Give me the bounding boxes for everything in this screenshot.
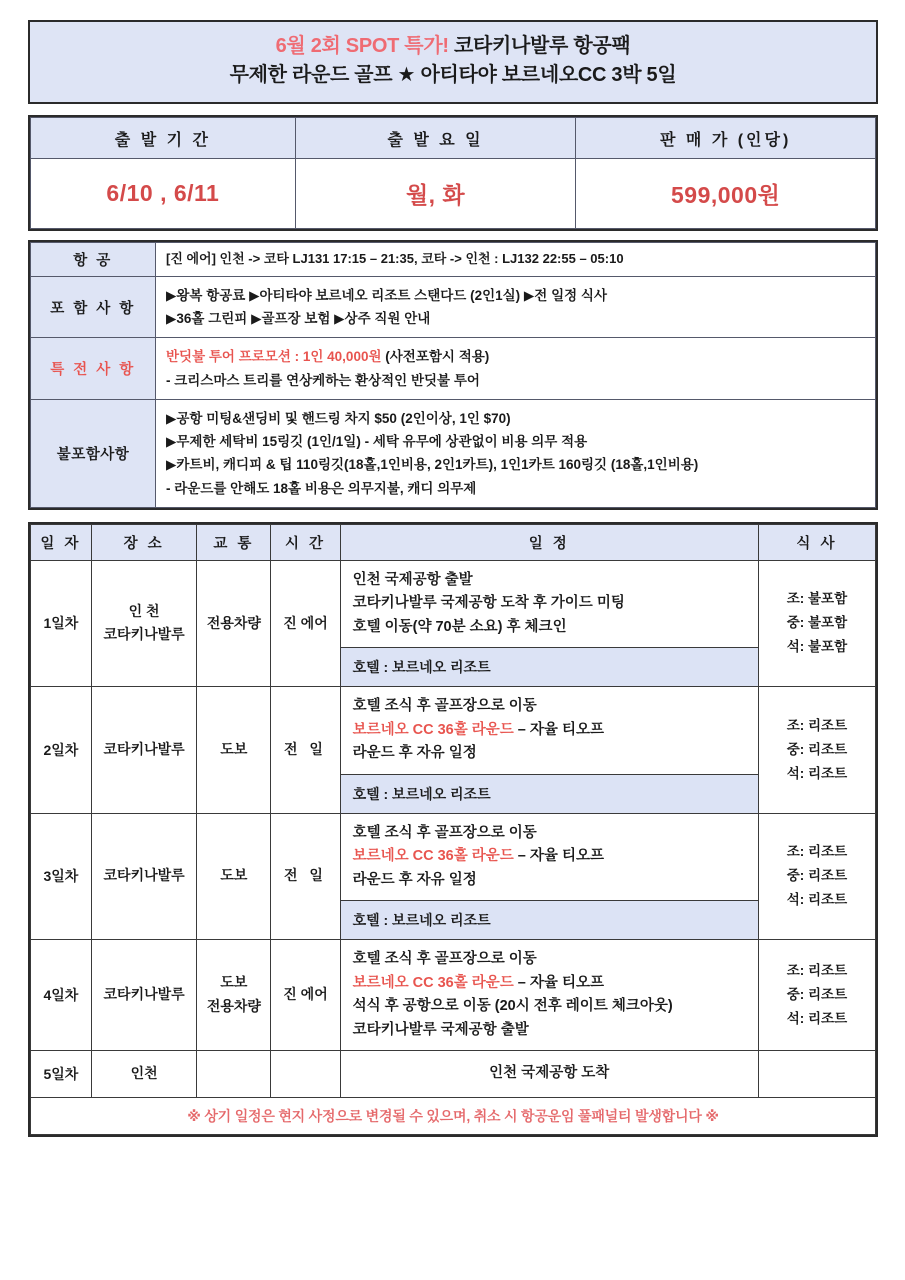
itinerary-header-transport: 교 통 bbox=[197, 524, 271, 560]
day2-meals bbox=[758, 687, 875, 813]
itinerary-table bbox=[30, 524, 876, 1135]
summary-table-wrapper bbox=[28, 115, 878, 231]
day1-place bbox=[91, 560, 197, 686]
travel-package-flyer bbox=[28, 20, 878, 1137]
day4-transport bbox=[197, 940, 271, 1051]
day1-place-line1: 인 천 bbox=[128, 602, 160, 619]
info-label-special: 특 전 사 항 bbox=[31, 338, 156, 399]
day4-meal-lunch: 중: 리조트 bbox=[786, 987, 848, 1003]
day2-number: 2일차 bbox=[31, 687, 92, 813]
day3-time: 전 일 bbox=[271, 813, 340, 939]
excluded-line-2: ▶무제한 세탁비 15링깃 (1인/1일) - 세탁 유무에 상관없이 비용 의무 적용 bbox=[166, 434, 588, 450]
itinerary-table-wrapper bbox=[28, 522, 878, 1137]
banner-highlight: 6월 2회 SPOT 특가! bbox=[275, 35, 449, 57]
day3-place: 코타키나발루 bbox=[91, 813, 197, 939]
day1-schedule bbox=[340, 560, 758, 647]
day3-schedule-line-2 bbox=[353, 845, 746, 868]
day5-place: 인천 bbox=[91, 1051, 197, 1098]
day4-meal-breakfast: 조: 리조트 bbox=[786, 963, 848, 979]
summary-value-row bbox=[31, 159, 876, 229]
day3-round-highlight: 보르네오 CC 36홀 라운드 bbox=[352, 848, 514, 865]
day2-time: 전 일 bbox=[271, 687, 340, 813]
day1-schedule-line-3: 호텔 이동(약 70분 소요) 후 체크인 bbox=[352, 618, 567, 635]
included-line-1: ▶왕복 항공료 ▶아티타야 보르네오 리조트 스탠다드 (2인1실) ▶전 일정 식사 bbox=[166, 288, 608, 303]
day2-meal-breakfast: 조: 리조트 bbox=[786, 717, 848, 733]
special-line-2: - 크리스마스 트리를 연상케하는 환상적인 반딧불 투어 bbox=[166, 372, 480, 388]
excluded-line-4: - 라운드를 안해도 18홀 비용은 의무지불, 캐디 의무제 bbox=[166, 480, 477, 496]
banner-line-1 bbox=[30, 32, 876, 61]
day4-number: 4일차 bbox=[31, 940, 92, 1051]
info-value-air: [진 에어] 인천 -> 코타 LJ131 17:15 – 21:35, 코타 -> 인천 : LJ132 22:55 – 05:10 bbox=[156, 243, 876, 277]
summary-header-departure-period: 출 발 기 간 bbox=[31, 118, 296, 159]
info-row-special bbox=[31, 338, 876, 399]
info-label-included: 포 함 사 항 bbox=[31, 277, 156, 338]
title-banner bbox=[28, 20, 878, 104]
day5-number: 5일차 bbox=[31, 1051, 92, 1098]
itinerary-header-meals: 식 사 bbox=[758, 524, 875, 560]
day3-round-rest: – 자율 티오프 bbox=[513, 848, 604, 865]
included-line-2: ▶36홀 그린피 ▶골프장 보험 ▶상주 직원 안내 bbox=[166, 311, 431, 327]
day1-transport: 전용차량 bbox=[197, 560, 271, 686]
table-row bbox=[31, 687, 876, 774]
day3-schedule-line-3: 라운드 후 자유 일정 bbox=[352, 871, 477, 888]
day2-hotel: 호텔 : 보르네오 리조트 bbox=[340, 774, 758, 813]
summary-header-price: 판 매 가 (인당) bbox=[576, 118, 876, 159]
day1-meals bbox=[758, 560, 875, 686]
day4-place: 코타키나발루 bbox=[91, 940, 197, 1051]
excluded-line-1: ▶공항 미팅&샌딩비 및 핸드링 차지 $50 (2인이상, 1인 $70) bbox=[166, 410, 511, 426]
day4-schedule-line-1: 호텔 조식 후 골프장으로 이동 bbox=[352, 951, 537, 968]
itinerary-header-place: 장 소 bbox=[91, 524, 197, 560]
summary-value-departure-day: 월, 화 bbox=[295, 159, 576, 229]
info-value-included bbox=[156, 277, 876, 338]
itinerary-header-schedule: 일 정 bbox=[340, 524, 758, 560]
excluded-line-3: ▶카트비, 캐디피 & 팁 110링깃(18홀,1인비용, 2인1카트), 1인1카트 160링깃 (18홀,1인비용) bbox=[166, 457, 699, 473]
day3-meals bbox=[758, 813, 875, 939]
notice-row bbox=[31, 1098, 876, 1135]
itinerary-header-day: 일 자 bbox=[31, 524, 92, 560]
day4-schedule bbox=[340, 940, 758, 1051]
day3-hotel: 호텔 : 보르네오 리조트 bbox=[340, 901, 758, 940]
summary-table bbox=[30, 117, 876, 229]
itinerary-notice: ※ 상기 일정은 현지 사정으로 변경될 수 있으며, 취소 시 항공운임 풀패널티 발생합니다 ※ bbox=[31, 1098, 876, 1135]
day1-time: 진 에어 bbox=[271, 560, 340, 686]
day3-transport: 도보 bbox=[197, 813, 271, 939]
table-row bbox=[31, 940, 876, 1051]
day1-meal-breakfast: 조: 불포함 bbox=[786, 591, 848, 607]
summary-header-departure-day: 출 발 요 일 bbox=[295, 118, 576, 159]
day3-number: 3일차 bbox=[31, 813, 92, 939]
banner-line-2: 무제한 라운드 골프 ★ 아티타야 보르네오CC 3박 5일 bbox=[229, 64, 677, 86]
info-value-special bbox=[156, 338, 876, 399]
day4-transport-line2: 전용차량 bbox=[206, 998, 261, 1015]
day2-round-highlight: 보르네오 CC 36홀 라운드 bbox=[352, 721, 514, 738]
day2-round-rest: – 자율 티오프 bbox=[513, 721, 604, 738]
table-row bbox=[31, 1051, 876, 1098]
day5-meals bbox=[758, 1051, 875, 1098]
banner-line-1-rest: 코타키나발루 항공팩 bbox=[448, 35, 631, 57]
day4-round-highlight: 보르네오 CC 36홀 라운드 bbox=[352, 974, 514, 991]
day2-meal-lunch: 중: 리조트 bbox=[786, 741, 848, 757]
special-promo-highlight: 반딧불 투어 프로모션 : 1인 40,000원 bbox=[166, 349, 382, 365]
day5-transport bbox=[197, 1051, 271, 1098]
day1-number: 1일차 bbox=[31, 560, 92, 686]
day2-transport: 도보 bbox=[197, 687, 271, 813]
day2-schedule-line-3: 라운드 후 자유 일정 bbox=[352, 745, 477, 762]
day2-schedule-line-2 bbox=[353, 719, 746, 742]
info-value-excluded bbox=[156, 399, 876, 507]
day2-meal-dinner: 석: 리조트 bbox=[786, 765, 848, 781]
day2-schedule-line-1: 호텔 조식 후 골프장으로 이동 bbox=[352, 698, 537, 715]
day2-place: 코타키나발루 bbox=[91, 687, 197, 813]
summary-header-row bbox=[31, 118, 876, 159]
day1-meal-dinner: 석: 불포함 bbox=[786, 639, 848, 655]
day4-schedule-line-4: 코타키나발루 국제공항 출발 bbox=[352, 1021, 529, 1038]
table-row bbox=[31, 560, 876, 647]
day4-schedule-line-3: 석식 후 공항으로 이동 (20시 전후 레이트 체크아웃) bbox=[352, 998, 673, 1015]
day1-meal-lunch: 중: 불포함 bbox=[786, 615, 848, 631]
day3-meal-breakfast: 조: 리조트 bbox=[786, 844, 848, 860]
special-line-1 bbox=[166, 345, 865, 368]
day2-schedule bbox=[340, 687, 758, 774]
special-promo-rest: (사전포함시 적용) bbox=[381, 349, 490, 365]
day4-transport-line1: 도보 bbox=[220, 974, 248, 991]
day4-time: 진 에어 bbox=[271, 940, 340, 1051]
day1-schedule-line-1: 인천 국제공항 출발 bbox=[352, 571, 473, 588]
day4-meals bbox=[758, 940, 875, 1051]
itinerary-header-time: 시 간 bbox=[271, 524, 340, 560]
summary-value-departure-period: 6/10 , 6/11 bbox=[31, 159, 296, 229]
day3-meal-lunch: 중: 리조트 bbox=[786, 868, 848, 884]
day1-schedule-line-2: 코타키나발루 국제공항 도착 후 가이드 미팅 bbox=[352, 595, 625, 612]
info-row-air bbox=[31, 243, 876, 277]
day4-round-rest: – 자율 티오프 bbox=[513, 974, 604, 991]
day5-time bbox=[271, 1051, 340, 1098]
info-row-included bbox=[31, 277, 876, 338]
summary-value-price: 599,000원 bbox=[576, 159, 876, 229]
day3-meal-dinner: 석: 리조트 bbox=[786, 892, 848, 908]
info-table-wrapper bbox=[28, 240, 878, 510]
info-label-air: 항 공 bbox=[31, 243, 156, 277]
info-table bbox=[30, 242, 876, 508]
day5-schedule: 인천 국제공항 도착 bbox=[340, 1051, 758, 1098]
info-label-excluded: 불포함사항 bbox=[31, 399, 156, 507]
day1-place-line2: 코타키나발루 bbox=[103, 626, 185, 643]
day4-meal-dinner: 석: 리조트 bbox=[786, 1011, 848, 1027]
itinerary-header-row bbox=[31, 524, 876, 560]
table-row bbox=[31, 813, 876, 900]
day4-schedule-line-2 bbox=[353, 972, 746, 995]
day3-schedule-line-1: 호텔 조식 후 골프장으로 이동 bbox=[352, 824, 537, 841]
info-row-excluded bbox=[31, 399, 876, 507]
day3-schedule bbox=[340, 813, 758, 900]
day1-hotel: 호텔 : 보르네오 리조트 bbox=[340, 648, 758, 687]
